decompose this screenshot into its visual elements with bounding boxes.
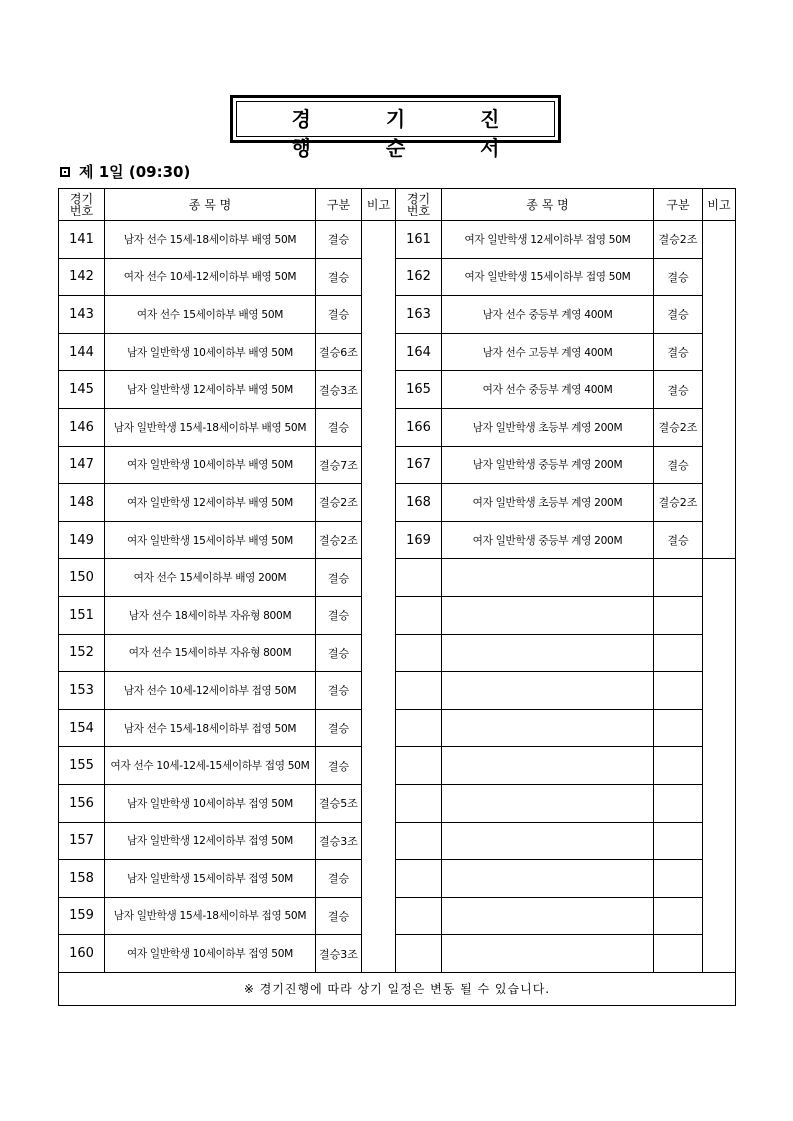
event-name: 여자 일반학생 10세이하부 접영 50M: [105, 935, 316, 973]
division: 결승: [316, 860, 362, 898]
division: 결승: [654, 258, 703, 296]
empty-cell: [442, 559, 654, 597]
game-number: 153: [59, 672, 105, 710]
event-name: 여자 일반학생 초등부 계영 200M: [442, 484, 654, 522]
table-row: [59, 897, 736, 935]
division: 결승5조: [316, 784, 362, 822]
header-division-right: 구분: [654, 189, 703, 221]
header-remark-left: 비고: [362, 189, 396, 221]
empty-cell: [654, 935, 703, 973]
event-name: 여자 일반학생 10세이하부 배영 50M: [105, 446, 316, 484]
table-row: [59, 747, 736, 785]
table-row: [59, 709, 736, 747]
division: 결승2조: [654, 221, 703, 259]
header-event-left: 종 목 명: [105, 189, 316, 221]
header-division-left: 구분: [316, 189, 362, 221]
event-name: 남자 선수 10세-12세이하부 접영 50M: [105, 672, 316, 710]
game-number: 157: [59, 822, 105, 860]
header-no-right: 경기 번호: [396, 189, 442, 221]
table-row: [59, 822, 736, 860]
table-row: [59, 634, 736, 672]
table-row: [59, 221, 736, 259]
remark-cell-right: [703, 221, 736, 559]
event-name: 여자 선수 10세-12세이하부 배영 50M: [105, 258, 316, 296]
empty-cell: [654, 559, 703, 597]
event-name: 여자 선수 10세-12세-15세이하부 접영 50M: [105, 747, 316, 785]
division: 결승: [654, 521, 703, 559]
event-name: 남자 일반학생 중등부 계영 200M: [442, 446, 654, 484]
empty-cell: [654, 860, 703, 898]
division: 결승: [654, 446, 703, 484]
empty-cell: [396, 860, 442, 898]
event-name: 여자 일반학생 중등부 계영 200M: [442, 521, 654, 559]
game-number: 156: [59, 784, 105, 822]
table-row: [59, 672, 736, 710]
game-number: 141: [59, 221, 105, 259]
table-row: [59, 521, 736, 559]
division: 결승: [654, 296, 703, 334]
division: 결승: [316, 672, 362, 710]
division: 결승: [316, 634, 362, 672]
empty-cell: [396, 784, 442, 822]
empty-cell: [442, 784, 654, 822]
division: 결승2조: [654, 484, 703, 522]
event-name: 여자 일반학생 15세이하부 접영 50M: [442, 258, 654, 296]
day-heading: [60, 161, 190, 182]
event-name: 여자 일반학생 12세이하부 배영 50M: [105, 484, 316, 522]
table-row: [59, 596, 736, 634]
table-row: [59, 258, 736, 296]
table-row: [59, 559, 736, 597]
schedule-table: [58, 188, 736, 1006]
game-number: 168: [396, 484, 442, 522]
event-name: 여자 일반학생 15세이하부 배영 50M: [105, 521, 316, 559]
empty-cell: [396, 559, 442, 597]
empty-cell: [442, 860, 654, 898]
table-row: [59, 333, 736, 371]
division: 결승2조: [316, 484, 362, 522]
table-row: [59, 408, 736, 446]
empty-cell: [396, 822, 442, 860]
header-remark-right: 비고: [703, 189, 736, 221]
empty-cell: [654, 822, 703, 860]
division: 결승: [316, 296, 362, 334]
empty-cell: [654, 634, 703, 672]
empty-cell: [396, 709, 442, 747]
remark-cell-left: [362, 221, 396, 973]
game-number: 165: [396, 371, 442, 409]
empty-cell: [654, 672, 703, 710]
empty-cell: [442, 709, 654, 747]
empty-cell: [654, 709, 703, 747]
event-name: 남자 선수 고등부 계영 400M: [442, 333, 654, 371]
table-row: [59, 296, 736, 334]
event-name: 남자 일반학생 10세이하부 접영 50M: [105, 784, 316, 822]
division: 결승2조: [316, 521, 362, 559]
game-number: 144: [59, 333, 105, 371]
empty-cell: [442, 672, 654, 710]
division: 결승2조: [654, 408, 703, 446]
empty-cell: [396, 935, 442, 973]
division: 결승: [316, 747, 362, 785]
game-number: 147: [59, 446, 105, 484]
division: 결승3조: [316, 935, 362, 973]
page-title: 경 기 진 행 순 서: [291, 107, 534, 160]
game-number: 155: [59, 747, 105, 785]
game-number: 152: [59, 634, 105, 672]
empty-cell: [442, 634, 654, 672]
empty-cell: [396, 672, 442, 710]
event-name: 남자 일반학생 15세-18세이하부 배영 50M: [105, 408, 316, 446]
event-name: 여자 선수 15세이하부 자유형 800M: [105, 634, 316, 672]
table-row: [59, 784, 736, 822]
day-label: 제 1일 (09:30): [79, 163, 191, 181]
empty-cell: [442, 897, 654, 935]
game-number: 160: [59, 935, 105, 973]
event-name: 남자 일반학생 15세-18세이하부 접영 50M: [105, 897, 316, 935]
empty-cell: [396, 747, 442, 785]
empty-cell: [396, 634, 442, 672]
division: 결승3조: [316, 822, 362, 860]
event-name: 남자 일반학생 15세이하부 접영 50M: [105, 860, 316, 898]
footnote: ※ 경기진행에 따라 상기 일정은 변동 될 수 있습니다.: [59, 972, 736, 1005]
title-box: [230, 95, 561, 160]
division: 결승: [316, 258, 362, 296]
game-number: 163: [396, 296, 442, 334]
header-event-right: 종 목 명: [442, 189, 654, 221]
remark-cell-right-empty: [703, 559, 736, 973]
table-row: [59, 935, 736, 973]
event-name: 남자 일반학생 12세이하부 배영 50M: [105, 371, 316, 409]
empty-cell: [654, 596, 703, 634]
division: 결승: [654, 371, 703, 409]
footnote-row: [59, 972, 736, 1005]
event-name: 남자 일반학생 10세이하부 배영 50M: [105, 333, 316, 371]
header-row: [59, 189, 736, 221]
division: 결승: [316, 596, 362, 634]
table-row: [59, 860, 736, 898]
game-number: 143: [59, 296, 105, 334]
empty-cell: [442, 935, 654, 973]
game-number: 149: [59, 521, 105, 559]
game-number: 150: [59, 559, 105, 597]
division: 결승3조: [316, 371, 362, 409]
empty-cell: [654, 747, 703, 785]
event-name: 남자 선수 15세-18세이하부 접영 50M: [105, 709, 316, 747]
division: 결승: [316, 897, 362, 935]
game-number: 159: [59, 897, 105, 935]
division: 결승6조: [316, 333, 362, 371]
table-row: [59, 484, 736, 522]
event-name: 남자 일반학생 초등부 계영 200M: [442, 408, 654, 446]
game-number: 161: [396, 221, 442, 259]
game-number: 142: [59, 258, 105, 296]
square-bullet-icon: [60, 167, 70, 177]
schedule-body: [59, 221, 736, 1006]
event-name: 남자 선수 중등부 계영 400M: [442, 296, 654, 334]
event-name: 남자 선수 18세이하부 자유형 800M: [105, 596, 316, 634]
event-name: 여자 선수 15세이하부 배영 200M: [105, 559, 316, 597]
division: 결승: [654, 333, 703, 371]
division: 결승: [316, 408, 362, 446]
empty-cell: [442, 822, 654, 860]
game-number: 145: [59, 371, 105, 409]
empty-cell: [654, 897, 703, 935]
empty-cell: [396, 596, 442, 634]
game-number: 162: [396, 258, 442, 296]
division: 결승: [316, 221, 362, 259]
division: 결승7조: [316, 446, 362, 484]
empty-cell: [654, 784, 703, 822]
game-number: 166: [396, 408, 442, 446]
table-row: [59, 446, 736, 484]
game-number: 169: [396, 521, 442, 559]
game-number: 158: [59, 860, 105, 898]
event-name: 남자 일반학생 12세이하부 접영 50M: [105, 822, 316, 860]
event-name: 여자 일반학생 12세이하부 접영 50M: [442, 221, 654, 259]
game-number: 151: [59, 596, 105, 634]
division: 결승: [316, 559, 362, 597]
game-number: 167: [396, 446, 442, 484]
division: 결승: [316, 709, 362, 747]
empty-cell: [396, 897, 442, 935]
event-name: 남자 선수 15세-18세이하부 배영 50M: [105, 221, 316, 259]
game-number: 164: [396, 333, 442, 371]
event-name: 여자 선수 15세이하부 배영 50M: [105, 296, 316, 334]
table-row: [59, 371, 736, 409]
game-number: 146: [59, 408, 105, 446]
game-number: 154: [59, 709, 105, 747]
header-no-left: 경기 번호: [59, 189, 105, 221]
empty-cell: [442, 596, 654, 634]
event-name: 여자 선수 중등부 계영 400M: [442, 371, 654, 409]
game-number: 148: [59, 484, 105, 522]
empty-cell: [442, 747, 654, 785]
